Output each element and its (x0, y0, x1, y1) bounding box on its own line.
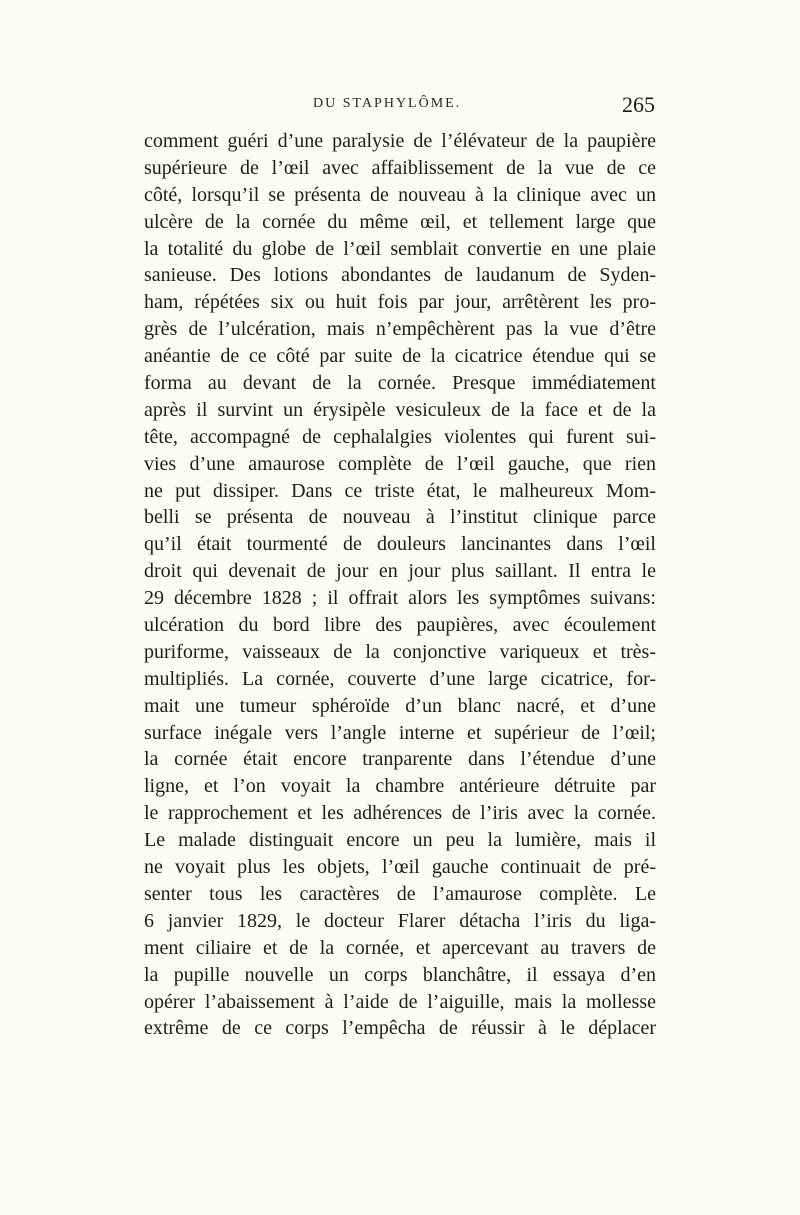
text-line: comment guéri d’une paralysie de l’élévateur de la paupière (144, 130, 656, 152)
running-title: DU STAPHYLÔME. (313, 96, 462, 111)
text-line: 6 janvier 1829, le docteur Flarer détacha l’iris du liga- (144, 909, 656, 932)
text-line: ne voyait plus les objets, l’œil gauche continuait de pré- (144, 856, 656, 879)
running-head (145, 92, 655, 120)
text-line: ne put dissiper. Dans ce triste état, le malheureux Mom- (144, 479, 656, 502)
text-line: multipliés. La cornée, couverte d’une large cicatrice, for- (144, 667, 656, 690)
text-line: grès de l’ulcération, mais n’empêchèrent pas la vue d’être (144, 318, 656, 341)
text-line: anéantie de ce côté par suite de la cicatrice étendue qui se (144, 345, 656, 368)
text-line: mait une tumeur sphéroïde d’un blanc nacré, et d’une (144, 694, 656, 717)
text-line: forma au devant de la cornée. Presque immédiatement (144, 372, 656, 395)
page-number: 265 (622, 92, 655, 117)
text-line: ligne, et l’on voyait la chambre antérieure détruite par (144, 775, 656, 798)
text-line: qu’il était tourmenté de douleurs lancinantes dans l’œil (144, 533, 656, 556)
text-line: la cornée était encore tranparente dans l’étendue d’une (144, 748, 656, 771)
text-line: droit qui devenait de jour en jour plus saillant. Il entra le (144, 560, 656, 583)
text-line: la pupille nouvelle un corps blanchâtre, il essaya d’en (144, 963, 656, 986)
text-line: côté, lorsqu’il se présenta de nouveau à la clinique avec un (144, 183, 656, 206)
text-line: opérer l’abaissement à l’aide de l’aiguille, mais la mollesse (144, 990, 656, 1013)
text-line: la totalité du globe de l’œil semblait convertie en une plaie (144, 237, 656, 260)
text-line: extrême de ce corps l’empêcha de réussir à le déplacer (144, 1017, 656, 1040)
text-line: surface inégale vers l’angle interne et supérieur de l’œil; (144, 721, 656, 744)
text-line: vies d’une amaurose complète de l’œil gauche, que rien (144, 452, 656, 475)
text-line: puriforme, vaisseaux de la conjonctive variqueux et très- (144, 640, 656, 663)
text-line: 29 décembre 1828 ; il offrait alors les symptômes suivans: (144, 587, 656, 610)
text-line: ulcération du bord libre des paupières, avec écoulement (144, 614, 656, 637)
text-line: ham, répétées six ou huit fois par jour, arrêtèrent les pro- (144, 291, 656, 314)
body-text (144, 128, 656, 1042)
text-line: senter tous les caractères de l’amaurose complète. Le (144, 882, 656, 905)
text-line: tête, accompagné de cephalalgies violentes qui furent sui- (144, 425, 656, 448)
text-line: sanieuse. Des lotions abondantes de laudanum de Syden- (144, 264, 656, 287)
text-line: Le malade distinguait encore un peu la lumière, mais il (144, 829, 656, 852)
text-line: ulcère de la cornée du même œil, et tellement large que (144, 210, 656, 233)
text-line: après il survint un érysipèle vesiculeux de la face et de la (144, 398, 656, 421)
text-line: supérieure de l’œil avec affaiblissement de la vue de ce (144, 156, 656, 179)
text-line: le rapprochement et les adhérences de l’iris avec la cornée. (144, 802, 656, 825)
text-line: belli se présenta de nouveau à l’institut clinique parce (144, 506, 656, 529)
text-line: ment ciliaire et de la cornée, et apercevant au travers de (144, 936, 656, 959)
